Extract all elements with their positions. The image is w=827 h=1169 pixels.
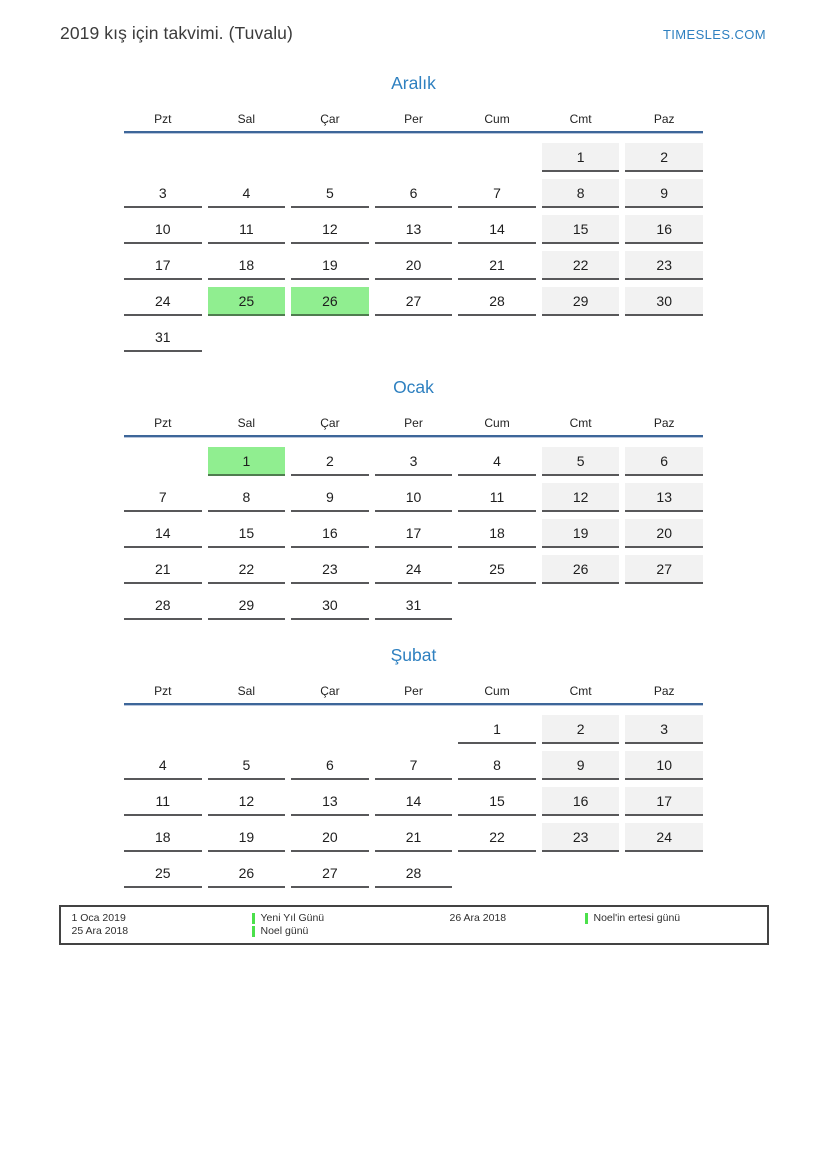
day-cell: 15 [458,787,536,816]
day-cell: 11 [458,483,536,512]
day-cell: 15 [542,215,620,244]
week-row [124,715,703,744]
day-cell-empty [542,323,620,352]
day-cell: 27 [291,859,369,888]
weekday-header: Pzt [154,112,172,126]
weekday-header: Per [404,112,423,126]
weekday-header: Sal [237,684,256,698]
week-row [124,787,703,816]
day-cell: 14 [124,519,202,548]
day-cell: 21 [124,555,202,584]
legend-date: 26 Ara 2018 [449,912,507,924]
day-cell: 20 [625,519,703,548]
day-cell: 2 [542,715,620,744]
month-divider-rule [124,703,703,705]
day-cell: 12 [208,787,286,816]
month-grid [124,447,703,620]
day-cell-empty [291,323,369,352]
week-row [124,483,703,512]
day-cell: 30 [291,591,369,620]
day-cell-holiday: 26 [291,287,369,316]
day-cell: 19 [542,519,620,548]
day-cell: 19 [291,251,369,280]
day-cell: 9 [542,751,620,780]
week-row [124,215,703,244]
month-grid [124,715,703,888]
weekday-header: Cum [484,112,510,126]
day-cell: 29 [208,591,286,620]
day-cell-empty [208,143,286,172]
page-title: 2019 kış için takvimi. (Tuvalu) [60,23,293,43]
holiday-marker-icon [252,926,255,937]
day-cell: 23 [542,823,620,852]
day-cell: 27 [625,555,703,584]
weekday-header: Çar [320,416,340,430]
weekday-header-row [124,684,703,698]
day-cell: 27 [375,287,453,316]
weekday-header: Pzt [154,684,172,698]
day-cell: 28 [458,287,536,316]
holiday-legend [59,905,769,945]
day-cell: 1 [542,143,620,172]
day-cell: 22 [458,823,536,852]
day-cell: 23 [291,555,369,584]
month-subat [124,644,703,888]
day-cell: 28 [375,859,453,888]
month-title: Aralık [391,73,436,93]
day-cell: 5 [291,179,369,208]
weekday-header: Sal [237,112,256,126]
weekday-header: Cmt [569,416,592,430]
day-cell: 4 [208,179,286,208]
day-cell-empty [542,859,620,888]
week-row [124,143,703,172]
day-cell: 20 [291,823,369,852]
weekday-header: Sal [237,416,256,430]
day-cell: 6 [375,179,453,208]
day-cell-holiday: 25 [208,287,286,316]
day-cell: 16 [542,787,620,816]
legend-label: Yeni Yıl Günü [260,912,325,924]
day-cell: 8 [542,179,620,208]
legend-label: Noel günü [260,925,309,937]
day-cell: 20 [375,251,453,280]
day-cell: 7 [458,179,536,208]
weekday-header: Pzt [154,416,172,430]
week-row [124,751,703,780]
day-cell: 8 [458,751,536,780]
month-divider-rule [124,435,703,437]
legend-date: 1 Oca 2019 [71,912,126,924]
day-cell: 8 [208,483,286,512]
day-cell-empty [625,859,703,888]
day-cell: 30 [625,287,703,316]
week-row [124,519,703,548]
day-cell: 31 [375,591,453,620]
weekday-header: Paz [653,416,675,430]
month-grid [124,143,703,352]
day-cell: 3 [625,715,703,744]
day-cell-empty [124,143,202,172]
day-cell: 17 [625,787,703,816]
day-cell: 5 [542,447,620,476]
day-cell: 17 [375,519,453,548]
week-row [124,323,703,352]
day-cell: 13 [625,483,703,512]
day-cell-empty [124,447,202,476]
week-row [124,447,703,476]
day-cell: 26 [542,555,620,584]
day-cell: 7 [124,483,202,512]
weekday-header-row [124,112,703,126]
day-cell: 14 [458,215,536,244]
weekday-header: Paz [653,684,675,698]
day-cell: 12 [542,483,620,512]
site-link[interactable]: TIMESLES.COM [662,27,766,42]
legend-item [585,912,757,925]
day-cell: 9 [291,483,369,512]
day-cell: 18 [208,251,286,280]
day-cell: 10 [375,483,453,512]
day-cell: 9 [625,179,703,208]
month-title: Ocak [393,377,434,397]
weekday-header: Çar [320,112,340,126]
page-header [0,0,827,44]
day-cell: 12 [291,215,369,244]
day-cell: 3 [124,179,202,208]
legend-item [252,912,450,925]
legend-item [252,925,450,938]
week-row [124,859,703,888]
day-cell: 15 [208,519,286,548]
week-row [124,287,703,316]
day-cell-holiday: 1 [208,447,286,476]
day-cell: 25 [124,859,202,888]
day-cell-empty [625,323,703,352]
legend-label: Noel'in ertesi günü [593,912,681,924]
day-cell: 5 [208,751,286,780]
day-cell: 24 [625,823,703,852]
day-cell: 24 [375,555,453,584]
day-cell: 18 [124,823,202,852]
week-row [124,555,703,584]
holiday-marker-icon [585,913,588,924]
day-cell: 25 [458,555,536,584]
day-cell-empty [124,715,202,744]
day-cell-empty [458,143,536,172]
day-cell: 2 [291,447,369,476]
day-cell: 4 [124,751,202,780]
weekday-header: Cum [484,684,510,698]
day-cell: 21 [375,823,453,852]
day-cell: 21 [458,251,536,280]
day-cell-empty [208,715,286,744]
day-cell: 1 [458,715,536,744]
day-cell: 19 [208,823,286,852]
month-divider-rule [124,131,703,133]
legend-date: 25 Ara 2018 [71,925,129,937]
day-cell: 13 [291,787,369,816]
day-cell-empty [208,323,286,352]
weekday-header: Paz [653,112,675,126]
holiday-marker-icon [252,913,255,924]
day-cell-empty [291,143,369,172]
day-cell: 23 [625,251,703,280]
weekday-header: Cmt [569,112,592,126]
calendar-months [124,72,703,888]
day-cell: 17 [124,251,202,280]
week-row [124,179,703,208]
day-cell: 28 [124,591,202,620]
weekday-header: Cum [484,416,510,430]
weekday-header: Çar [320,684,340,698]
week-row [124,823,703,852]
day-cell-empty [458,323,536,352]
month-title: Şubat [390,645,437,665]
day-cell-empty [291,715,369,744]
week-row [124,591,703,620]
day-cell: 16 [625,215,703,244]
day-cell: 6 [625,447,703,476]
weekday-header: Cmt [569,684,592,698]
legend-row [72,912,757,925]
day-cell: 10 [625,751,703,780]
week-row [124,251,703,280]
weekday-header: Per [404,416,423,430]
day-cell: 13 [375,215,453,244]
day-cell-empty [625,591,703,620]
day-cell-empty [542,591,620,620]
day-cell: 3 [375,447,453,476]
day-cell-empty [375,323,453,352]
day-cell: 4 [458,447,536,476]
day-cell: 14 [375,787,453,816]
day-cell-empty [458,591,536,620]
day-cell-empty [375,143,453,172]
day-cell: 2 [625,143,703,172]
day-cell: 31 [124,323,202,352]
day-cell: 11 [208,215,286,244]
day-cell: 16 [291,519,369,548]
month-aralik [124,72,703,352]
weekday-header-row [124,416,703,430]
day-cell: 6 [291,751,369,780]
day-cell-empty [458,859,536,888]
month-ocak [124,376,703,620]
weekday-header: Per [404,684,423,698]
day-cell: 10 [124,215,202,244]
day-cell: 22 [542,251,620,280]
day-cell-empty [375,715,453,744]
day-cell: 29 [542,287,620,316]
day-cell: 18 [458,519,536,548]
legend-row [72,925,757,938]
day-cell: 7 [375,751,453,780]
day-cell: 26 [208,859,286,888]
day-cell: 22 [208,555,286,584]
day-cell: 11 [124,787,202,816]
day-cell: 24 [124,287,202,316]
